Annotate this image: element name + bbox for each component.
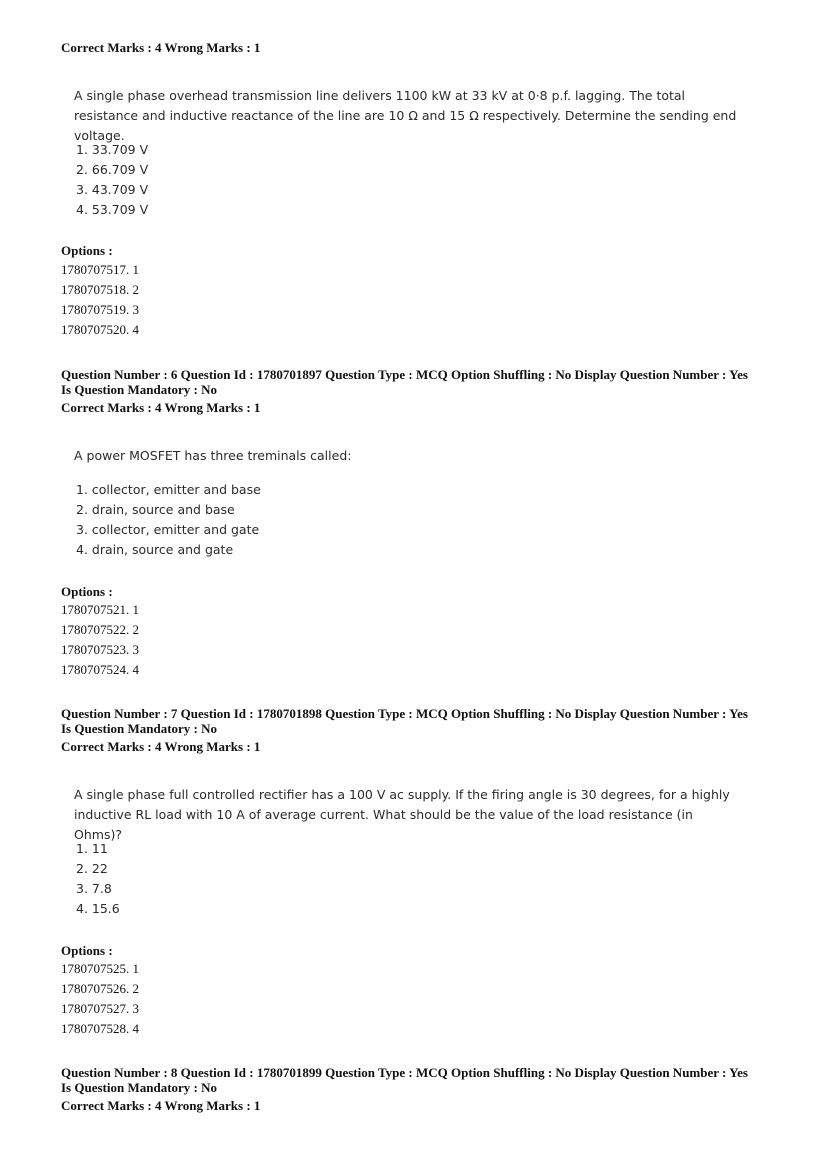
question-text: A single phase overhead transmission line delivers 1100 kW at 33 kV at 0·8 p.f. lagging. The total resistance and inductive reactance of the line are 10 Ω and 15 Ω respectively. Determine the sending end voltage. <box>74 88 737 143</box>
options-heading: Options : <box>61 943 113 958</box>
mandatory-line: Is Question Mandatory : No <box>61 721 218 736</box>
choice-item: 3. 43.709 V <box>76 182 149 197</box>
marks-line: Correct Marks : 4 Wrong Marks : 1 <box>61 739 261 754</box>
marks-line: Correct Marks : 4 Wrong Marks : 1 <box>61 40 261 55</box>
question-text: A power MOSFET has three treminals called: <box>74 448 352 463</box>
option-id-list <box>61 600 139 680</box>
option-id: 1780707528. 4 <box>61 1021 139 1036</box>
marks-line: Correct Marks : 4 Wrong Marks : 1 <box>61 1098 261 1113</box>
question-text: A single phase full controlled rectifier has a 100 V ac supply. If the firing angle is 30 degrees, for a highly inductive RL load with 10 A of average current. What should be the value of the load resistance (in Ohms)? <box>74 787 730 842</box>
option-id: 1780707525. 1 <box>61 961 139 976</box>
mandatory-line: Is Question Mandatory : No <box>61 1080 218 1095</box>
choice-item: 2. 66.709 V <box>76 162 149 177</box>
options-heading: Options : <box>61 243 113 258</box>
mandatory-line: Is Question Mandatory : No <box>61 382 218 397</box>
choice-item: 1. 11 <box>76 841 108 856</box>
option-id: 1780707526. 2 <box>61 981 139 996</box>
question-header: Question Number : 6 Question Id : 1780701897 Question Type : MCQ Option Shuffling : No Display Question Number : Yes <box>61 367 748 382</box>
options-heading: Options : <box>61 584 113 599</box>
choice-item: 2. 22 <box>76 861 108 876</box>
choice-item: 2. drain, source and base <box>76 502 235 517</box>
option-id: 1780707517. 1 <box>61 262 139 277</box>
question-header: Question Number : 8 Question Id : 1780701899 Question Type : MCQ Option Shuffling : No Display Question Number : Yes <box>61 1065 748 1080</box>
answer-choices <box>76 839 120 919</box>
option-id: 1780707520. 4 <box>61 322 139 337</box>
option-id: 1780707518. 2 <box>61 282 139 297</box>
option-id: 1780707524. 4 <box>61 662 139 677</box>
option-id: 1780707523. 3 <box>61 642 139 657</box>
option-id: 1780707522. 2 <box>61 622 139 637</box>
option-id: 1780707527. 3 <box>61 1001 139 1016</box>
option-id: 1780707519. 3 <box>61 302 139 317</box>
choice-item: 1. collector, emitter and base <box>76 482 261 497</box>
choice-item: 3. collector, emitter and gate <box>76 522 260 537</box>
answer-choices <box>76 480 261 560</box>
marks-line: Correct Marks : 4 Wrong Marks : 1 <box>61 400 261 415</box>
choice-item: 4. 53.709 V <box>76 202 149 217</box>
option-id: 1780707521. 1 <box>61 602 139 617</box>
choice-item: 1. 33.709 V <box>76 142 149 157</box>
option-id-list <box>61 260 139 340</box>
choice-item: 4. drain, source and gate <box>76 542 234 557</box>
choice-item: 4. 15.6 <box>76 901 120 916</box>
option-id-list <box>61 959 139 1039</box>
answer-choices <box>76 140 148 220</box>
question-header: Question Number : 7 Question Id : 1780701898 Question Type : MCQ Option Shuffling : No Display Question Number : Yes <box>61 706 748 721</box>
choice-item: 3. 7.8 <box>76 881 112 896</box>
